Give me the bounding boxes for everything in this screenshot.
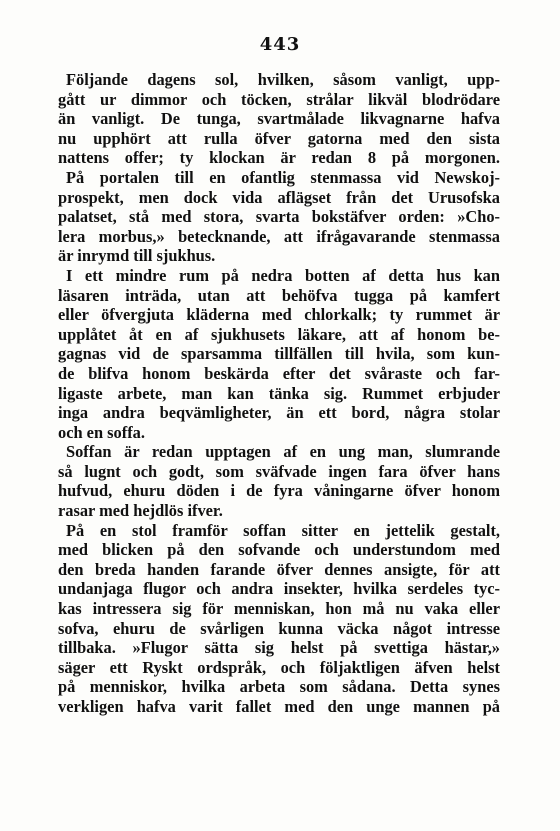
text-line: sofva, ehuru de svårligen kunna väcka något intresse: [58, 618, 500, 638]
text-line: kas intressera sig för menniskan, hon må nu vaka eller: [58, 599, 500, 619]
text-line: Följande dagens sol, hvilken, såsom vanligt, upp-: [66, 70, 500, 89]
text-line: nu upphört att rulla öfver gatorna med den sista: [58, 128, 500, 148]
text-line: prospekt, men dock vida aflägset från det Urusofska: [58, 187, 500, 207]
text-line: ligaste arbete, man kan tänka sig. Rummet erbjuder: [58, 383, 500, 403]
text-line: upplåtet åt en af sjukhusets läkare, att af honom be-: [58, 324, 500, 344]
text-line: gått ur dimmor och töcken, strålar likväl blodrödare: [58, 89, 500, 109]
text-line: I ett mindre rum på nedra botten af detta hus kan: [66, 265, 500, 285]
text-line: tillbaka. »Flugor sätta sig helst på svettiga hästar,»: [58, 638, 500, 658]
text-line: Soffan är redan upptagen af en ung man, slumrande: [66, 442, 500, 462]
text-line: På en stol framför soffan sitter en jettelik gestalt,: [66, 520, 500, 540]
text-line: säger ett Ryskt ordspråk, och följaktligen äfven helst: [58, 657, 500, 677]
page-number: 443: [259, 34, 301, 55]
text-line: rasar med hejdlös ifver.: [58, 501, 223, 521]
text-line: gagnas vid de sparsamma tillfällen till hvila, som kun-: [58, 344, 500, 364]
text-line: så lugnt och godt, som sväfvade ingen fara öfver hans: [58, 461, 500, 481]
text-line: eller öfvergjuta kläderna med chlorkalk; ty rummet är: [58, 305, 500, 325]
text-line: lera morbus,» betecknande, att ifrågavarande stenmassa: [58, 226, 500, 246]
body-text: [58, 70, 500, 717]
text-line: är inrymd till sjukhus.: [58, 246, 216, 266]
text-line: och en soffa.: [58, 422, 145, 442]
text-line: undanjaga flugor och andra insekter, hvilka serdeles tyc-: [58, 579, 500, 599]
text-line: nattens offer; ty klockan är redan 8 på morgonen.: [58, 148, 500, 168]
text-line: På portalen till en ofantlig stenmassa vid Newskoj-: [66, 167, 500, 187]
text-line: på menniskor, hvilka arbeta som sådana. Detta synes: [58, 677, 500, 697]
text-line: med blicken på den sofvande och understundom med: [58, 540, 500, 560]
text-line: den breda handen farande öfver dennes ansigte, för att: [58, 559, 500, 579]
text-line: läsaren inträda, utan att behöfva tugga på kamfert: [58, 285, 500, 305]
text-line: de blifva honom beskärda efter det svåraste och far-: [58, 363, 500, 383]
text-line: inga andra beqvämligheter, än ett bord, några stolar: [58, 403, 500, 423]
text-line: verkligen hafva varit fallet med den unge mannen på: [58, 697, 500, 716]
text-line: hufvud, ehuru döden i de fyra våningarne öfver honom: [58, 481, 500, 501]
text-line: än vanligt. De tunga, svartmålade likvagnarne hafva: [58, 109, 500, 129]
text-line: palatset, stå med stora, svarta bokstäfver orden: »Cho-: [58, 207, 500, 227]
